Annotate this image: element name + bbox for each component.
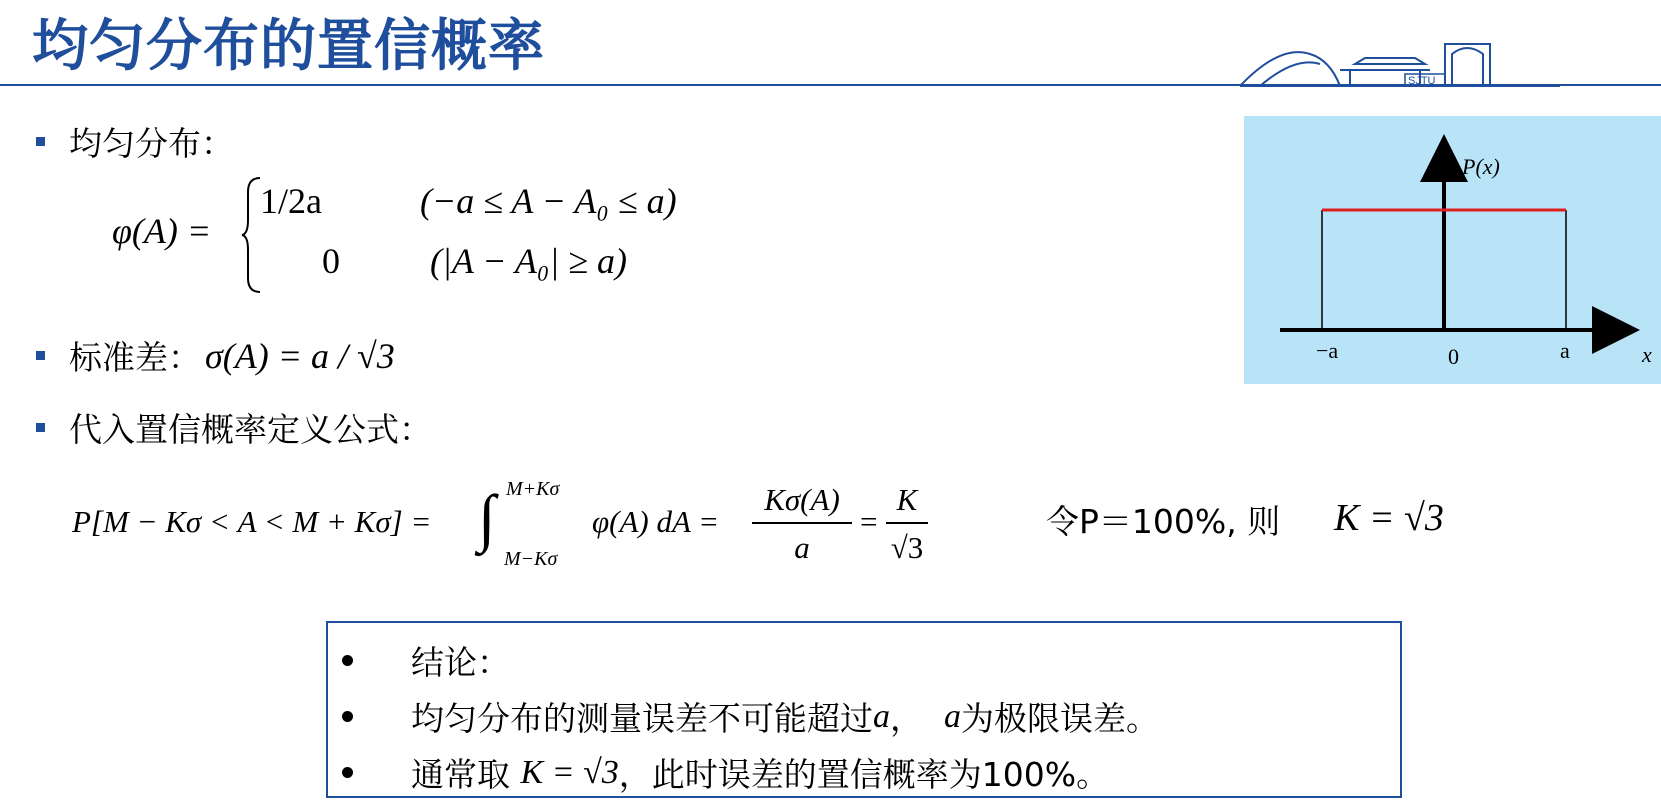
integral-upper: M+Kσ <box>506 478 560 500</box>
frac1-bar <box>752 522 852 524</box>
bullet-std-text: 标准差： <box>69 338 201 377</box>
bullet-dot <box>342 711 353 722</box>
page-title: 均匀分布的置信概率 <box>32 14 545 79</box>
integral-sign: ∫ <box>478 482 496 553</box>
bullet-uniform-text: 均匀分布： <box>69 124 234 163</box>
pdf-case1-condition: (−a ≤ A − A₀ ≤ a) <box>420 181 677 221</box>
frac1-denominator: a <box>794 530 810 565</box>
pdf-case1-value: 1/2a <box>260 181 322 221</box>
std-formula: σ(A) = a / √3 <box>205 335 395 376</box>
logo-text: SJTU <box>1408 75 1436 87</box>
graph-svg <box>1244 116 1661 384</box>
pdf-case2-condition: (|A − A₀| ≥ a) <box>430 241 628 281</box>
frac2-numerator: K <box>896 482 918 517</box>
tick-neg-a: −a <box>1316 338 1339 363</box>
conclusion-text: 均匀分布的测量误差不可能超过 <box>411 699 873 738</box>
tick-zero: 0 <box>1448 344 1459 369</box>
bullet-marker <box>36 137 45 146</box>
pdf-lhs: φ(A) = <box>112 211 212 251</box>
bullet-std <box>36 332 395 379</box>
uniform-distribution-graph <box>1244 116 1661 384</box>
conclusion-line-3 <box>342 749 1109 796</box>
bullet-substitute <box>36 404 432 451</box>
pdf-case2-value: 0 <box>322 241 340 281</box>
integral-lower: M−Kσ <box>504 548 558 570</box>
tick-a: a <box>1560 338 1570 363</box>
y-axis-label: P(x) <box>1462 154 1500 179</box>
frac2-bar <box>886 522 928 524</box>
conclusion-line-1 <box>342 637 510 684</box>
university-logo <box>1240 34 1560 90</box>
variable-a: a <box>873 697 890 735</box>
prob-lhs: P[M − Kσ < A < M + Kσ] = <box>72 504 432 539</box>
x-axis-label: x <box>1642 342 1652 367</box>
conclusion-text: ，此时误差的置信概率为100%。 <box>618 755 1110 794</box>
equals-sign: = <box>860 504 878 539</box>
frac2-denominator: √3 <box>890 530 924 565</box>
conclusion-line-2 <box>342 693 1159 740</box>
bullet-dot <box>342 655 353 666</box>
let-text: 令P＝100%, 则 <box>1046 502 1281 541</box>
conclusion-text: 通常取 <box>411 755 521 794</box>
k-formula-inline: K = √3 <box>520 753 619 791</box>
conclusion-box <box>326 621 1402 798</box>
conclusion-text: ， <box>890 699 944 738</box>
integrand: φ(A) dA = <box>592 504 720 539</box>
variable-a: a <box>943 697 961 735</box>
bullet-marker <box>36 351 45 360</box>
bullet-substitute-text: 代入置信概率定义公式： <box>69 410 432 449</box>
bullet-marker <box>36 423 45 432</box>
bullet-dot <box>342 767 353 778</box>
bullet-uniform <box>36 118 234 165</box>
conclusion-text: 为极限误差。 <box>960 699 1159 738</box>
conclusion-heading: 结论： <box>411 643 510 682</box>
frac1-numerator: Kσ(A) <box>764 482 840 517</box>
k-formula: K = √3 <box>1334 497 1444 539</box>
